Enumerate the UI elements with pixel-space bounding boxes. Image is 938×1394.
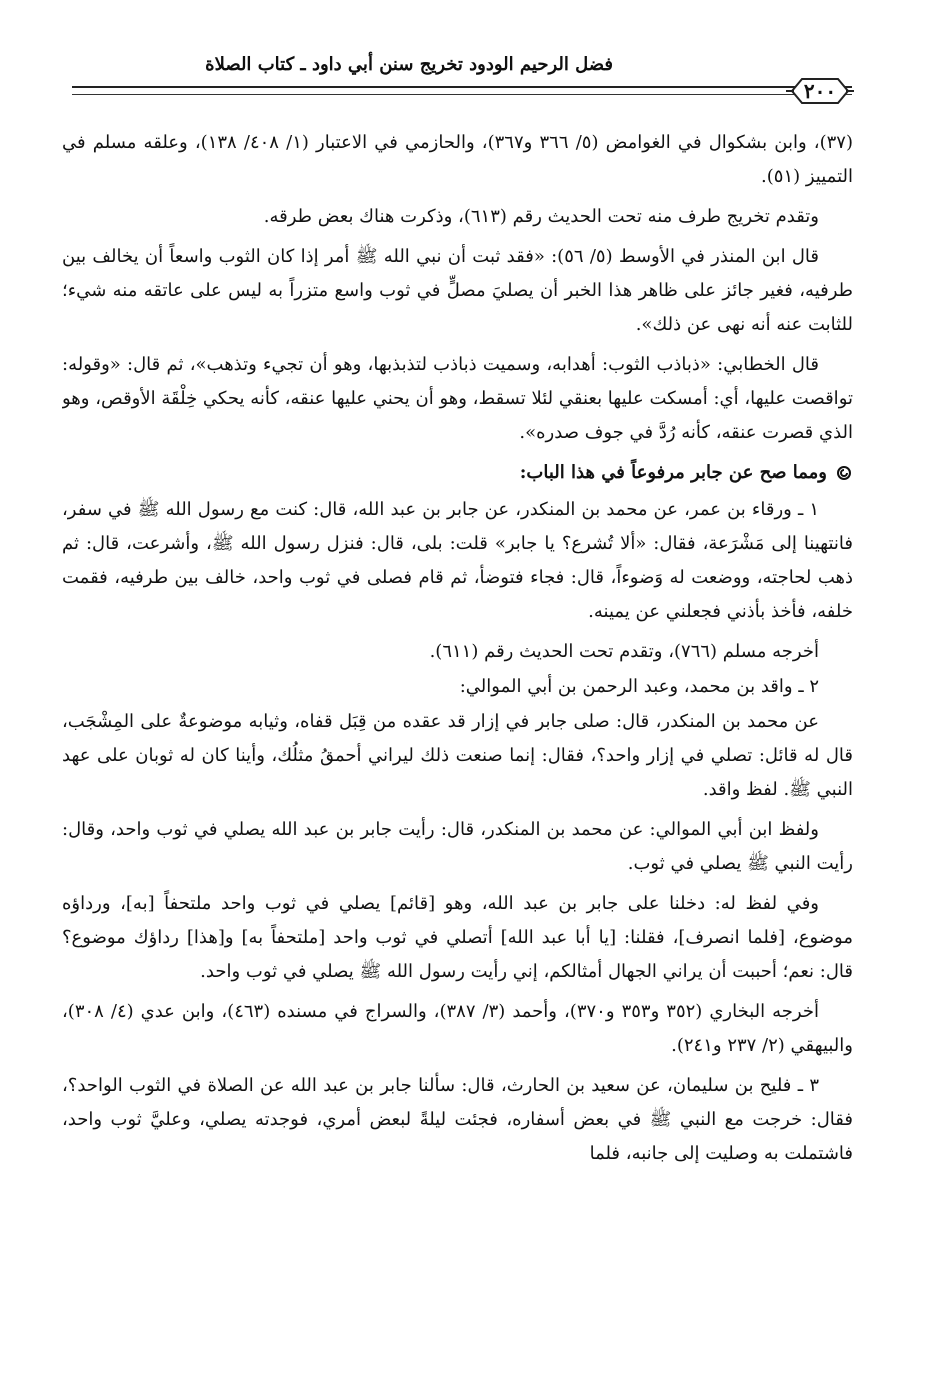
book-title: فضل الرحيم الودود تخريج سنن أبي داود ـ كتاب الصلاة bbox=[205, 54, 613, 75]
paragraph-11: أخرجه البخاري (٣٥٢ و٣٥٣ و٣٧٠)، وأحمد (٣/ ٣٨٧)، والسراج في مسنده (٤٦٣)، وابن عدي (٤/ ٣٠٨)، والبيهقي (٢/ ٢٣٧ و٢٤١). bbox=[62, 1001, 853, 1056]
paragraph-2: وتقدم تخريج طرف منه تحت الحديث رقم (٦١٣)، وذكرت هناك بعض طرقه. bbox=[263, 206, 819, 227]
section-heading bbox=[62, 456, 853, 490]
paragraph-3: قال ابن المنذر في الأوسط (٥/ ٥٦): «فقد ثبت أن نبي الله ﷺ أمر إذا كان الثوب واسعاً أن يخالف بين طرفيه، فغير جائز على ظاهر هذا الخبر أن يصليَ مصلٍّ في ثوب واسع متزراً به ليس على عاتقه منه شيء؛ للثابت عنه أنه نهى عن ذلك». bbox=[62, 246, 853, 335]
page-number-badge bbox=[786, 74, 854, 108]
paragraph-7: ٢ ـ واقد بن محمد، وعبد الرحمن بن أبي الموالي: bbox=[459, 676, 819, 697]
page-header bbox=[0, 0, 938, 120]
paragraph-5: ١ ـ ورقاء بن عمر، عن محمد بن المنكدر، عن جابر بن عبد الله، قال: كنت مع رسول الله ﷺ في سفر، فانتهينا إلى مَشْرَعة، فقال: «ألا تُشرع؟ يا جابر» قلت: بلى، قال: فنزل رسول الله ﷺ، وأشرعت، قال: ثم ذهب لحاجته، ووضعت له وَضوءاً، قال: فجاء فتوضأ، ثم قام فصلى في ثوب واحد، خالف بين طرفيه، فقمت خلفه، فأخذ بأذني فجعلني عن يمينه. bbox=[62, 499, 853, 622]
main-content bbox=[62, 126, 853, 1362]
page-number: ٢٠٠ bbox=[803, 79, 837, 103]
paragraph-4: قال الخطابي: «ذباذب الثوب: أهدابه، وسميت ذباذب لتذبذبها، وهو أن تجيء وتذهب»، ثم قال: «وقوله: تواقصت عليها، أي: أمسكت عليها بعنقي لئلا تسقط، وهو أن يحني عليها عنقه، كأنه يحكي خِلْقَة الأوقص، وهو الذي قصرت عنقه، كأنه رُدَّ في جوف صدره». bbox=[62, 354, 853, 443]
paragraph-9: ولفظ ابن أبي الموالي: عن محمد بن المنكدر، قال: رأيت جابر بن عبد الله يصلي في ثوب واحد، وقال: رأيت النبي ﷺ يصلي في ثوب. bbox=[62, 819, 853, 874]
paragraph-10: وفي لفظ له: دخلنا على جابر بن عبد الله، وهو [قائم] يصلي في ثوب واحد ملتحفاً [به]، ورداؤه موضوع، [فلما انصرف]، فقلنا: [يا أبا عبد الله] أتصلي في ثوب واحد [ملتحفاً به] و[هذا] رداؤك موضوع؟ قال: نعم؛ أحببت أن يراني الجهال أمثالكم، إني رأيت رسول الله ﷺ يصلي في ثوب واحد. bbox=[62, 893, 853, 982]
section-heading-text: ومما صح عن جابر مرفوعاً في هذا الباب: bbox=[519, 462, 827, 483]
paragraph-1: (٣٧)، وابن بشكوال في الغوامض (٥/ ٣٦٦ و٣٦٧)، والحازمي في الاعتبار (١/ ٤٠٨/ ١٣٨)، وعلقه مسلم في التمييز (٥١). bbox=[62, 132, 853, 187]
paragraph-8: عن محمد بن المنكدر، قال: صلى جابر في إزار قد عقده من قِبَل قفاه، وثيابه موضوعةٌ على المِشْجَب، قال له قائل: تصلي في إزار واحد؟، فقال: إنما صنعت ذلك ليراني أحمقُ مثلُك، وأينا كان له ثوبان على عهد النبي ﷺ. لفظ واقد. bbox=[62, 711, 853, 800]
paragraph-12: ٣ ـ فليح بن سليمان، عن سعيد بن الحارث، قال: سألنا جابر بن عبد الله عن الصلاة في الثوب الواحد؟، فقال: خرجت مع النبي ﷺ في بعض أسفاره، فجئت ليلةً لبعض أمري، فوجدته يصلي، وعليَّ ثوب واحد، فاشتملت به وصليت إلى جانبه، فلما bbox=[62, 1075, 853, 1164]
paragraph-6: أخرجه مسلم (٧٦٦)، وتقدم تحت الحديث رقم (٦١١). bbox=[429, 641, 819, 662]
header-rule bbox=[72, 86, 852, 88]
section-marker-icon bbox=[835, 464, 853, 482]
header-rule-secondary bbox=[72, 94, 852, 95]
